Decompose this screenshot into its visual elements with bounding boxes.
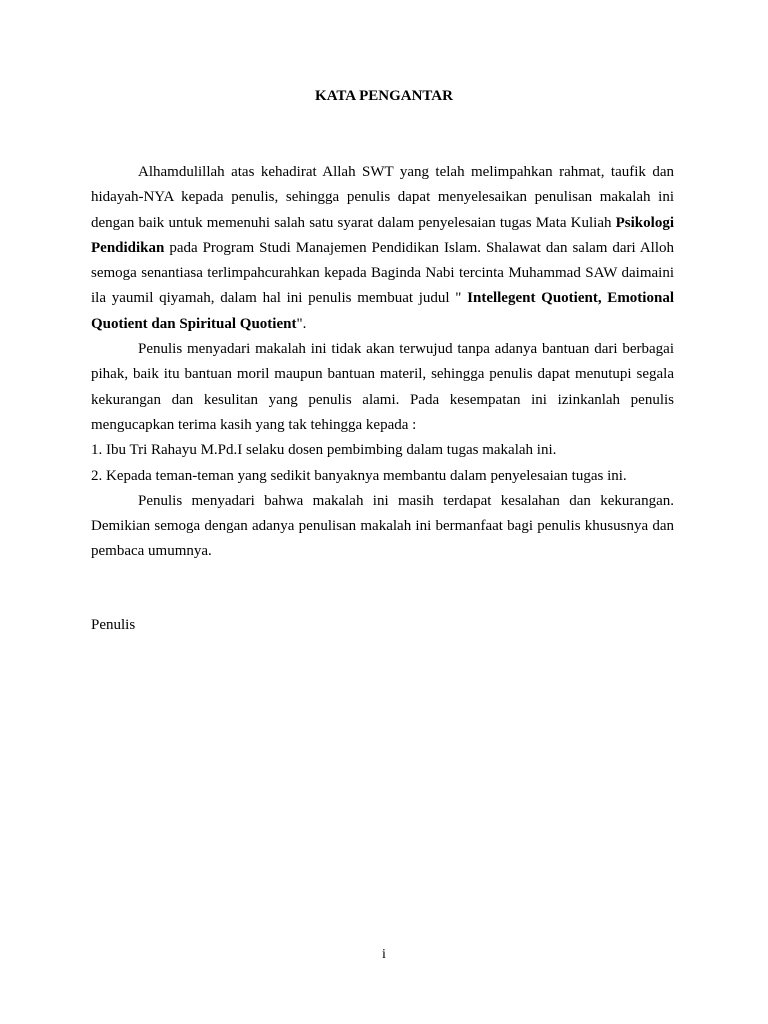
list-item: 1. Ibu Tri Rahayu M.Pd.I selaku dosen pembimbing dalam tugas makalah ini.	[91, 442, 557, 459]
paragraph-opening-text-a: Alhamdulillah atas kehadirat Allah SWT yang telah melimpahkan rahmat, taufik dan hidayah-NYA kepada penulis, sehingga penulis dapat menyelesaikan penulisan makalah ini dengan baik untuk memenuhi salah satu syarat dalam penyelesaian tugas Mata Kuliah	[91, 164, 674, 231]
paragraph-opening-text-c: ".	[296, 315, 307, 332]
document-body	[91, 160, 674, 565]
paper-title: Intellegent Quotient, Emotional Quotient dan Spiritual Quotient	[91, 290, 674, 332]
list-item: 2. Kepada teman-teman yang sedikit banyaknya membantu dalam penyelesaian tugas ini.	[91, 467, 627, 484]
paragraph-closing: Penulis menyadari bahwa makalah ini masih terdapat kesalahan dan kekurangan. Demikian semoga dengan adanya penulisan makalah ini bermanfaat bagi penulis khususnya dan pembaca umumnya.	[91, 492, 674, 560]
course-name: Psikologi Pendidikan	[91, 214, 674, 256]
page-number: i	[382, 947, 386, 962]
signature: Penulis	[91, 617, 136, 633]
paragraph-acknowledgement: Penulis menyadari makalah ini tidak akan terwujud tanpa adanya bantuan dari berbagai pihak, baik itu bantuan moril maupun bantuan materil, sehingga penulis dapat menutupi segala kekurangan dan kesulitan yang penulis alami. Pada kesempatan ini izinkanlah penulis mengucapkan terima kasih yang tak tehingga kepada :	[91, 341, 674, 433]
paragraph-opening-text-b: pada Program Studi Manajemen Pendidikan Islam. Shalawat dan salam dari Alloh semoga senantiasa terlimpahcurahkan kepada Baginda Nabi tercinta Muhammad SAW daimaini ila yaumil qiyamah, dalam hal ini penulis membuat judul "	[91, 239, 674, 307]
page-title: KATA PENGANTAR	[315, 88, 453, 104]
paragraph-opening	[91, 160, 674, 337]
